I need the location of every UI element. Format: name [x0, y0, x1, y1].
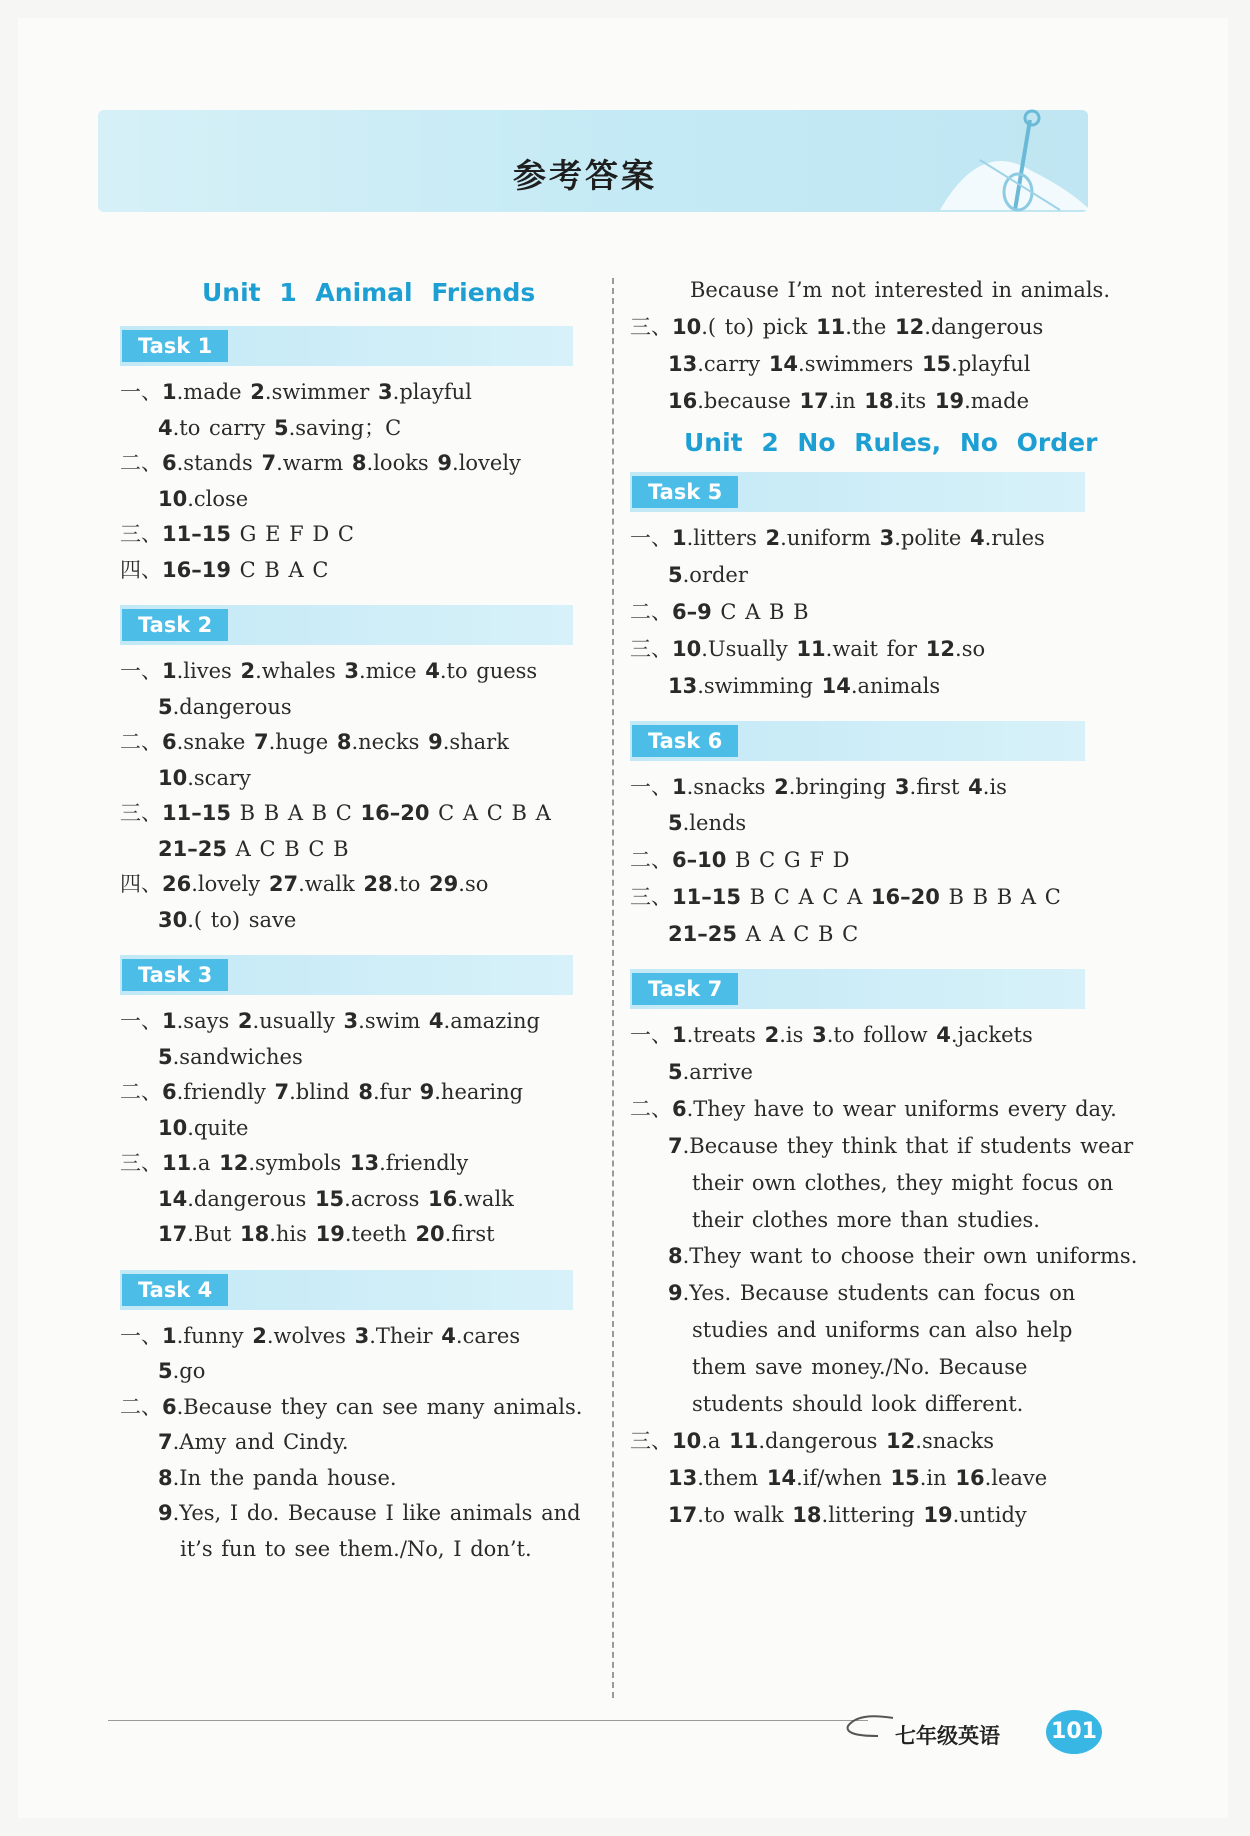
answer-line: it’s fun to see them./No, I don’t. [180, 1536, 532, 1561]
answer-line: students should look different. [692, 1392, 1024, 1416]
answer-line: 二、6.friendly 7.blind 8.fur 9.hearing [120, 1080, 524, 1104]
task-label: Task 2 [122, 609, 228, 641]
answer-line: 三、10.a 11.dangerous 12.snacks [630, 1428, 995, 1453]
answer-line: 10.close [158, 486, 249, 511]
answer-line: 三、11.a 12.symbols 13.friendly [120, 1151, 469, 1175]
answer-line: 7.Because they think that if students wear [668, 1133, 1134, 1158]
answer-line: 17.But 18.his 19.teeth 20.first [158, 1222, 495, 1246]
answer-line: 三、11–15 B C A C A 16–20 B B B A C [630, 885, 1061, 910]
answer-line: 一、1.lives 2.whales 3.mice 4.to guess [120, 659, 538, 683]
task-header [630, 969, 1085, 1009]
answer-line: 30.( to) save [158, 907, 297, 932]
answer-line: 8.They want to choose their own uniforms. [668, 1244, 1138, 1269]
answer-line: 17.to walk 18.littering 19.untidy [668, 1502, 1027, 1527]
answer-line: 二、6.snake 7.huge 8.necks 9.shark [120, 730, 509, 754]
answer-line: 21–25 A A C B C [668, 922, 859, 947]
answer-line: 一、1.snacks 2.bringing 3.first 4.is [630, 774, 1007, 799]
task-header [120, 605, 573, 645]
answer-line: 一、1.says 2.usually 3.swim 4.amazing [120, 1009, 540, 1033]
answer-line: 三、10.( to) pick 11.the 12.dangerous [630, 315, 1044, 339]
answer-line: 二、6–9 C A B B [630, 599, 809, 624]
answer-line: 三、10.Usually 11.wait for 12.so [630, 636, 986, 661]
answer-line: Because I’m not interested in animals. [690, 278, 1111, 302]
answer-line: 7.Amy and Cindy. [158, 1430, 349, 1454]
footer-swoosh-icon [838, 1712, 898, 1742]
task-header [630, 472, 1085, 512]
answer-line: 四、26.lovely 27.walk 28.to 29.so [120, 872, 489, 896]
task-label: Task 5 [632, 476, 738, 508]
task-label: Task 1 [122, 330, 228, 362]
answer-line: 一、1.litters 2.uniform 3.polite 4.rules [630, 526, 1045, 550]
answer-line: 三、11–15 B B A B C 16–20 C A C B A [120, 801, 551, 825]
answer-line: 4.to carry 5.saving；C [158, 415, 402, 440]
unit-title: Unit 2 No Rules, No Order [684, 428, 1098, 457]
answer-line: 一、1.treats 2.is 3.to follow 4.jackets [630, 1023, 1033, 1047]
answer-line: 5.sandwiches [158, 1044, 303, 1069]
task-header [120, 326, 573, 366]
answer-line: 一、1.made 2.swimmer 3.playful [120, 380, 472, 404]
answer-line: 9.Yes, I do. Because I like animals and [158, 1501, 581, 1525]
column-divider [612, 278, 614, 1698]
answer-line: 10.scary [158, 765, 251, 790]
answer-line: 二、6.Because they can see many animals. [120, 1394, 583, 1419]
task-header [120, 955, 573, 995]
page-number-badge: 101 [1046, 1710, 1102, 1754]
answer-line: 8.In the panda house. [158, 1465, 397, 1490]
answer-line: their own clothes, they might focus on [692, 1170, 1114, 1195]
task-label: Task 6 [632, 725, 738, 757]
answer-line: 5.go [158, 1359, 206, 1383]
answer-line: 14.dangerous 15.across 16.walk [158, 1186, 514, 1211]
task-label: Task 4 [122, 1274, 228, 1306]
answer-line: their clothes more than studies. [692, 1207, 1040, 1232]
task-header [630, 721, 1085, 761]
answer-line: 5.order [668, 562, 748, 587]
unit-title: Unit 1 Animal Friends [202, 278, 536, 307]
answer-line: 二、6.They have to wear uniforms every day. [630, 1096, 1117, 1121]
answer-line: 5.arrive [668, 1059, 753, 1084]
answer-line: 四、16–19 C B A C [120, 557, 329, 582]
task-label: Task 7 [632, 973, 738, 1005]
task-header [120, 1270, 573, 1310]
answer-line: 三、11–15 G E F D C [120, 522, 354, 546]
footer-rule [108, 1720, 868, 1721]
answer-line: 16.because 17.in 18.its 19.made [668, 389, 1030, 413]
answer-line: 13.them 14.if/when 15.in 16.leave [668, 1465, 1048, 1490]
answer-line: 10.quite [158, 1115, 249, 1140]
answer-line: 一、1.funny 2.wolves 3.Their 4.cares [120, 1323, 521, 1348]
answer-line: studies and uniforms can also help [692, 1318, 1073, 1343]
answer-line: 21–25 A C B C B [158, 836, 349, 861]
answer-line: 13.carry 14.swimmers 15.playful [668, 352, 1031, 376]
footer-book-title: 七年级英语 [895, 1724, 1000, 1748]
answer-line: them save money./No. Because [692, 1355, 1028, 1380]
answer-line: 二、6.stands 7.warm 8.looks 9.lovely [120, 451, 521, 475]
answer-line: 二、6–10 B C G F D [630, 848, 850, 873]
task-label: Task 3 [122, 959, 228, 991]
page-title: 参考答案 [513, 156, 657, 195]
answer-line: 5.dangerous [158, 694, 292, 719]
answer-line: 9.Yes. Because students can focus on [668, 1281, 1076, 1306]
answer-line: 5.lends [668, 811, 747, 836]
answer-line: 13.swimming 14.animals [668, 673, 941, 698]
